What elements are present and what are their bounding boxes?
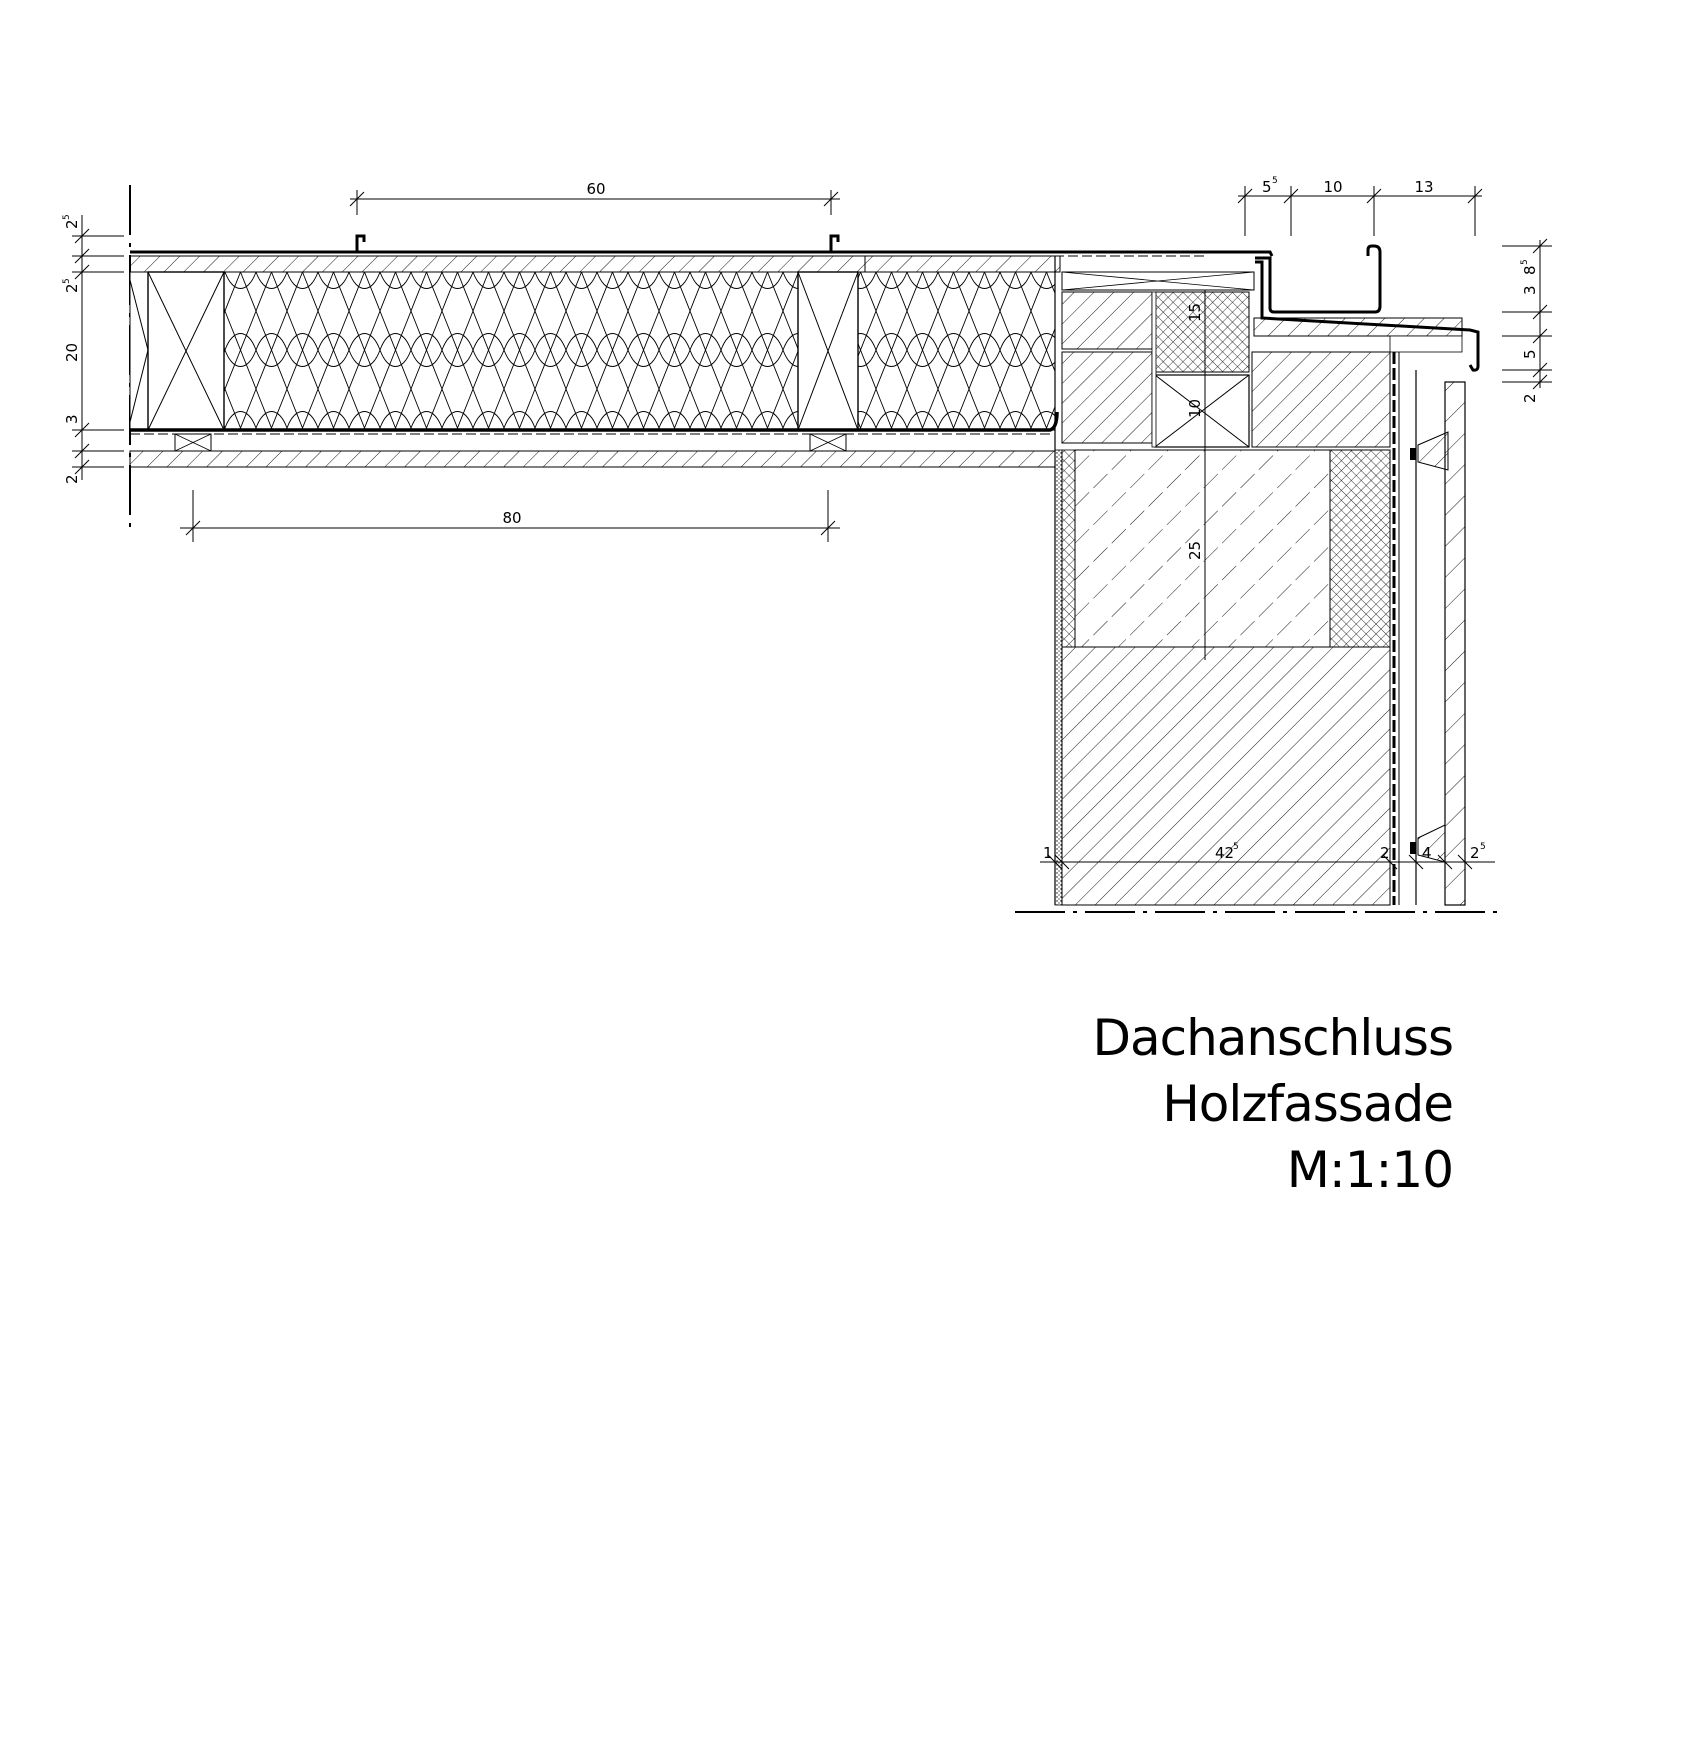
dim-60: 60 xyxy=(586,180,606,198)
dim-wall-4: 4 xyxy=(1422,844,1432,862)
dim-left-2-5-top: 2 xyxy=(63,219,81,229)
dim-beam-10: 10 xyxy=(1186,398,1204,418)
drawing-scale: M:1:10 xyxy=(1286,1141,1453,1199)
svg-text:5: 5 xyxy=(1520,259,1530,265)
svg-text:5: 5 xyxy=(62,278,72,284)
drawing-subtitle: Holzfassade xyxy=(1162,1075,1453,1133)
drawing-title: Dachanschluss xyxy=(1092,1009,1453,1067)
dim-left-3: 3 xyxy=(63,414,81,424)
dim-gutter-10: 10 xyxy=(1323,178,1343,196)
dim-wall-2: 2 xyxy=(1380,844,1390,862)
dim-gutter-5-5 xyxy=(1262,176,1278,196)
dim-right-5: 5 xyxy=(1521,349,1539,359)
rafter xyxy=(798,272,858,430)
dim-left-2-5-mid: 2 xyxy=(63,283,81,293)
dim-beam-25: 25 xyxy=(1186,540,1204,560)
roof-section xyxy=(130,185,1205,535)
title-block xyxy=(1092,1005,1453,1203)
svg-text:5: 5 xyxy=(1480,842,1486,852)
svg-text:5: 5 xyxy=(1272,176,1278,186)
dim-80: 80 xyxy=(502,509,522,527)
svg-text:42: 42 xyxy=(1215,844,1235,862)
dim-right-2: 2 xyxy=(1521,393,1539,403)
svg-text:5: 5 xyxy=(1233,842,1239,852)
svg-text:2: 2 xyxy=(1470,844,1480,862)
dim-wall-1: 1 xyxy=(1043,844,1053,862)
dim-gutter-13: 13 xyxy=(1414,178,1434,196)
dim-left-20: 20 xyxy=(63,342,81,362)
dim-beam-15: 15 xyxy=(1186,302,1204,322)
dim-right-8-5: 8 xyxy=(1521,265,1539,275)
dim-wall-2-5 xyxy=(1470,842,1486,862)
svg-text:5: 5 xyxy=(1262,178,1272,196)
dim-left-2: 2 xyxy=(63,474,81,484)
dim-right-3: 3 xyxy=(1521,285,1539,295)
svg-text:5: 5 xyxy=(62,214,72,220)
rafter xyxy=(148,272,224,430)
wall-section xyxy=(1015,256,1505,912)
